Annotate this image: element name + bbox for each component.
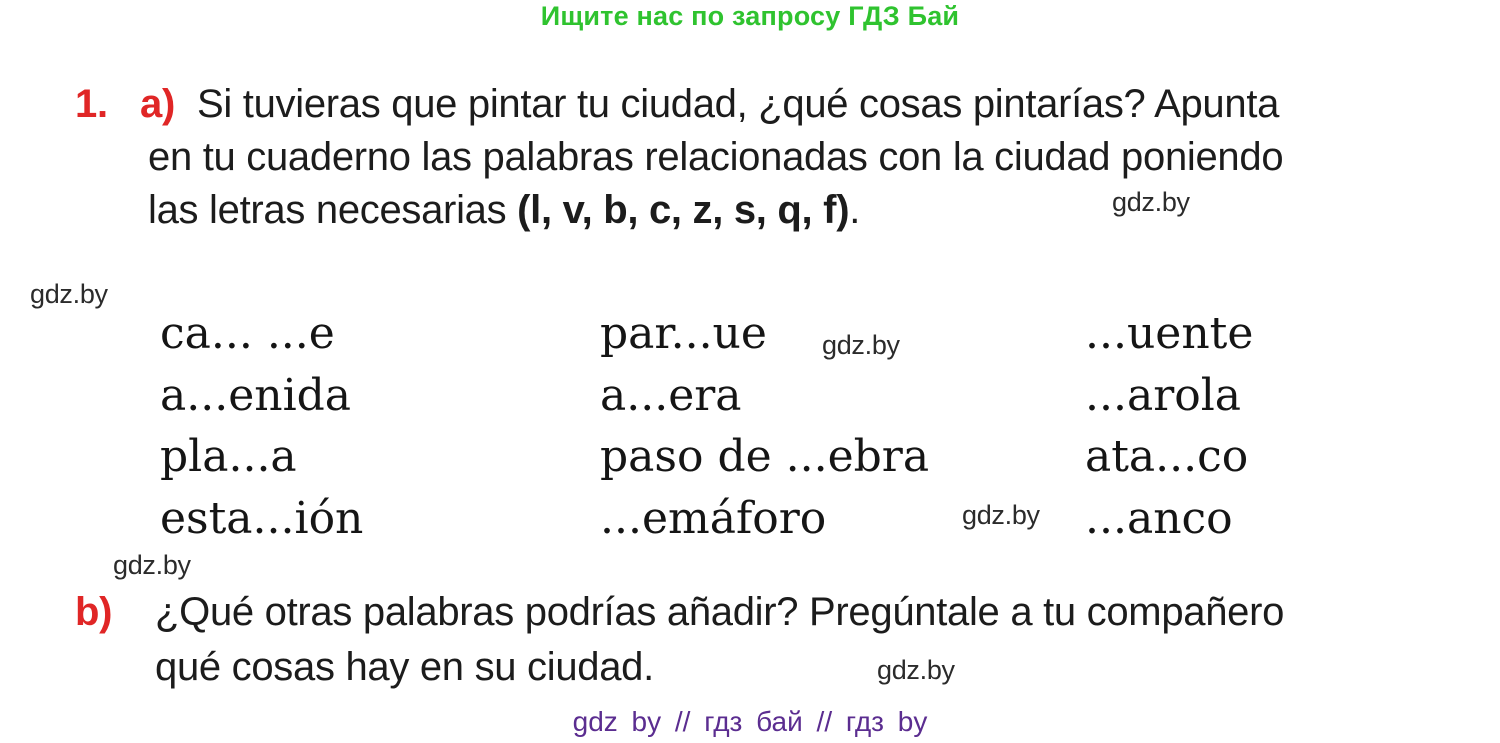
exercise-number: 1. [75, 82, 108, 126]
part-a-line2: en tu cuaderno las palabras relacionadas con la ciudad poniendo [148, 135, 1284, 179]
watermark-gdzby: gdz.by [30, 279, 108, 309]
watermark-gdzby: gdz.by [822, 330, 900, 360]
word-item: ca... ...e [160, 308, 335, 359]
word-column-3 [1085, 303, 1253, 549]
word-item: a...era [600, 369, 742, 421]
word-item: ata...co [1085, 431, 1249, 482]
part-a-line3-period: . [849, 188, 861, 232]
part-b-line2: qué cosas hay en su ciudad. [155, 645, 654, 689]
word-item: paso de ...ebra [600, 431, 930, 482]
watermark-gdzby: gdz.by [1112, 187, 1190, 217]
part-a-line3-text: las letras necesarias [148, 188, 518, 232]
word-item: par...ue [600, 308, 767, 359]
word-item: ...arola [1085, 369, 1242, 421]
word-column-1 [160, 303, 363, 549]
part-a-letters: (l, v, b, c, z, s, q, f) [517, 188, 850, 232]
footer-watermark: gdz by // гдз бай // гдз by [572, 706, 928, 737]
watermark-gdzby: gdz.by [962, 500, 1040, 530]
word-item: ...emáforo [600, 492, 827, 544]
part-a-line3 [148, 190, 860, 230]
word-item: a...enida [160, 369, 352, 421]
promo-banner: Ищите нас по запросу ГДЗ Бай [540, 1, 960, 31]
watermark-gdzby: gdz.by [877, 655, 955, 685]
part-a-label: a) [140, 82, 175, 126]
word-item: pla...a [160, 431, 297, 482]
word-column-2 [600, 303, 929, 549]
watermark-gdzby: gdz.by [113, 550, 191, 580]
part-b-line1: ¿Qué otras palabras podrías añadir? Pregúntale a tu compañero [155, 590, 1285, 634]
word-item: ...uente [1085, 308, 1254, 359]
part-a-line1: Si tuvieras que pintar tu ciudad, ¿qué cosas pintarías? Apunta [197, 82, 1280, 126]
part-b-label: b) [75, 590, 113, 634]
word-item: ...anco [1085, 492, 1233, 544]
word-item: esta...ión [160, 492, 364, 544]
